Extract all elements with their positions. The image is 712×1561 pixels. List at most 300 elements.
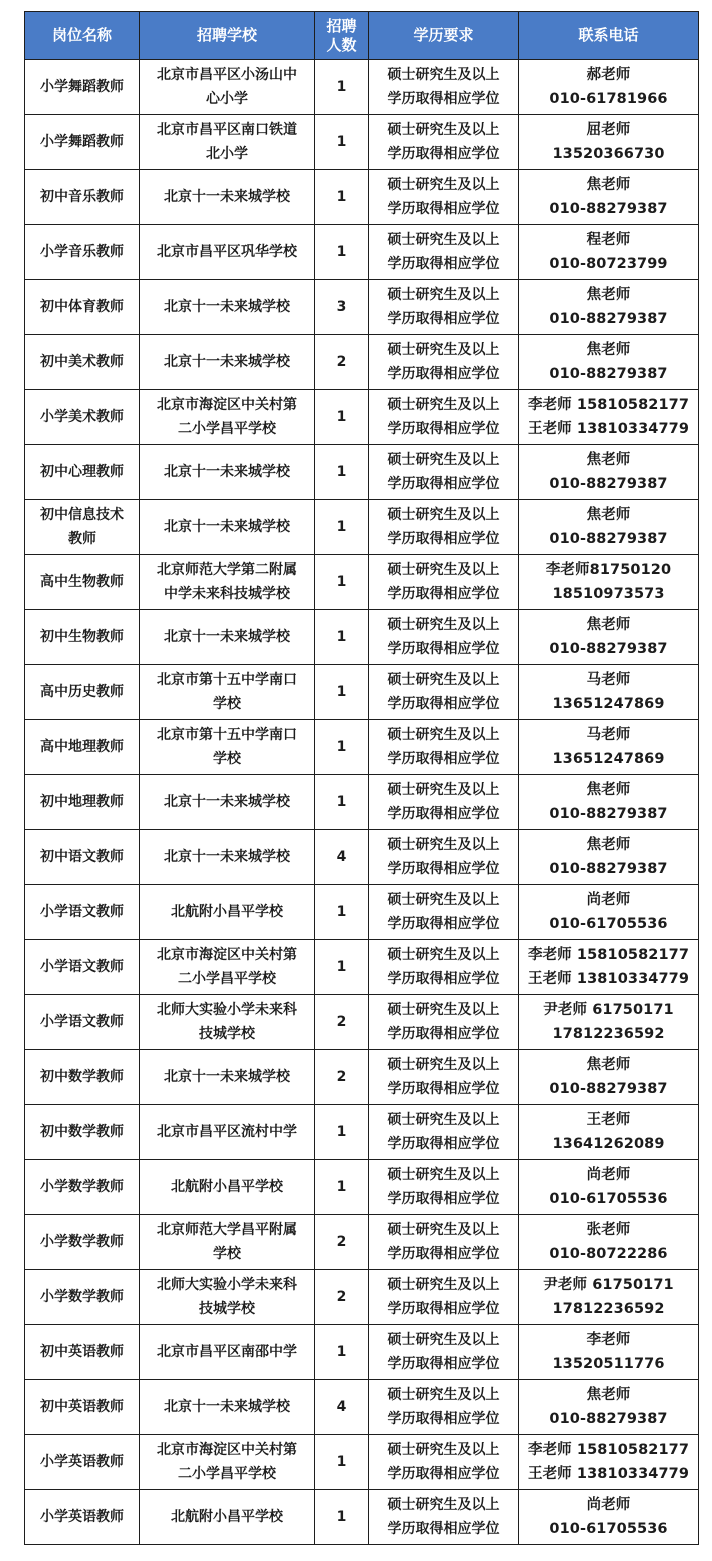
count-cell: 2	[315, 1215, 369, 1270]
table-row	[25, 335, 699, 390]
contact-cell-line: 13641262089	[552, 1136, 665, 1152]
position-cell-line: 小学美术教师	[40, 409, 124, 425]
education-cell	[369, 610, 519, 665]
education-cell-line: 学历取得相应学位	[387, 1411, 500, 1427]
header-count-line-1: 招聘	[326, 16, 357, 35]
count-cell: 1	[315, 500, 369, 555]
table-row	[25, 1380, 699, 1435]
contact-cell-line: 王老师 13810334779	[527, 1466, 690, 1482]
count-cell: 2	[315, 1270, 369, 1325]
education-cell-line: 硕士研究生及以上	[387, 947, 500, 963]
contact-cell-line: 李老师	[586, 1332, 631, 1348]
education-cell-line: 硕士研究生及以上	[387, 1112, 500, 1128]
school-cell-line: 学校	[213, 1246, 241, 1262]
position-cell-line: 教师	[68, 531, 96, 547]
school-cell-line: 北京市昌平区南口铁道	[157, 122, 297, 138]
education-cell-line: 硕士研究生及以上	[387, 177, 500, 193]
contact-cell-line: 张老师	[586, 1222, 631, 1238]
position-cell-line: 小学英语教师	[40, 1454, 124, 1470]
education-cell-line: 学历取得相应学位	[387, 146, 500, 162]
school-cell-line: 北京市海淀区中关村第	[157, 397, 297, 413]
education-cell-line: 硕士研究生及以上	[387, 397, 500, 413]
education-cell-line: 学历取得相应学位	[387, 1356, 500, 1372]
school-cell-line: 技城学校	[199, 1301, 255, 1317]
position-cell	[25, 445, 140, 500]
table-row	[25, 995, 699, 1050]
education-cell-line: 学历取得相应学位	[387, 916, 500, 932]
education-cell	[369, 1380, 519, 1435]
education-cell-line: 硕士研究生及以上	[387, 1277, 500, 1293]
position-cell	[25, 1270, 140, 1325]
contact-cell-line: 010-88279387	[549, 641, 668, 657]
contact-cell	[519, 445, 699, 500]
education-cell-line: 硕士研究生及以上	[387, 837, 500, 853]
school-cell	[140, 885, 315, 940]
school-cell	[140, 830, 315, 885]
contact-cell	[519, 60, 699, 115]
table-row	[25, 1270, 699, 1325]
header-count	[315, 12, 369, 60]
education-cell-line: 硕士研究生及以上	[387, 1332, 500, 1348]
header-school: 招聘学校	[140, 12, 315, 60]
contact-cell-line: 尹老师 61750171	[543, 1002, 674, 1018]
contact-cell-line: 程老师	[586, 232, 631, 248]
recruitment-table-container	[24, 11, 698, 1545]
position-cell-line: 初中美术教师	[40, 354, 124, 370]
education-cell-line: 学历取得相应学位	[387, 1301, 500, 1317]
school-cell	[140, 280, 315, 335]
education-cell-line: 学历取得相应学位	[387, 91, 500, 107]
position-cell-line: 初中音乐教师	[40, 189, 124, 205]
education-cell	[369, 1160, 519, 1215]
contact-cell-line: 010-80723799	[549, 256, 668, 272]
contact-cell-line: 尚老师	[586, 892, 631, 908]
contact-cell-line: 13520366730	[552, 146, 665, 162]
table-header-row	[25, 12, 699, 60]
contact-cell-line: 焦老师	[586, 287, 631, 303]
school-cell-line: 北京市昌平区流村中学	[157, 1124, 297, 1140]
school-cell	[140, 665, 315, 720]
contact-cell-line: 010-88279387	[549, 366, 668, 382]
education-cell-line: 硕士研究生及以上	[387, 452, 500, 468]
school-cell-line: 北京十一未来城学校	[164, 1069, 290, 1085]
contact-cell-line: 010-61705536	[549, 916, 668, 932]
education-cell	[369, 500, 519, 555]
education-cell	[369, 1435, 519, 1490]
contact-cell-line: 马老师	[586, 727, 631, 743]
education-cell	[369, 720, 519, 775]
school-cell	[140, 1270, 315, 1325]
education-cell-line: 学历取得相应学位	[387, 971, 500, 987]
count-cell: 1	[315, 60, 369, 115]
contact-cell-line: 010-61705536	[549, 1521, 668, 1537]
contact-cell-line: 13651247869	[552, 751, 665, 767]
education-cell-line: 学历取得相应学位	[387, 1466, 500, 1482]
education-cell-line: 学历取得相应学位	[387, 1191, 500, 1207]
contact-cell-line: 010-88279387	[549, 1411, 668, 1427]
school-cell-line: 北航附小昌平学校	[171, 1179, 283, 1195]
school-cell	[140, 610, 315, 665]
education-cell-line: 学历取得相应学位	[387, 366, 500, 382]
education-cell	[369, 1270, 519, 1325]
school-cell	[140, 1215, 315, 1270]
contact-cell-line: 焦老师	[586, 1387, 631, 1403]
position-cell	[25, 830, 140, 885]
table-row	[25, 1435, 699, 1490]
contact-cell-line: 焦老师	[586, 782, 631, 798]
contact-cell-line: 17812236592	[552, 1301, 665, 1317]
education-cell	[369, 335, 519, 390]
education-cell-line: 硕士研究生及以上	[387, 232, 500, 248]
education-cell-line: 硕士研究生及以上	[387, 672, 500, 688]
contact-cell-line: 屈老师	[586, 122, 631, 138]
table-row	[25, 60, 699, 115]
contact-cell	[519, 1215, 699, 1270]
table-row	[25, 1050, 699, 1105]
school-cell	[140, 500, 315, 555]
contact-cell	[519, 1160, 699, 1215]
contact-cell	[519, 995, 699, 1050]
school-cell	[140, 995, 315, 1050]
count-cell: 1	[315, 665, 369, 720]
education-cell-line: 硕士研究生及以上	[387, 1387, 500, 1403]
school-cell	[140, 115, 315, 170]
education-cell	[369, 60, 519, 115]
contact-cell-line: 焦老师	[586, 837, 631, 853]
education-cell	[369, 1490, 519, 1545]
school-cell-line: 学校	[213, 751, 241, 767]
education-cell	[369, 1325, 519, 1380]
school-cell	[140, 1435, 315, 1490]
position-cell	[25, 1325, 140, 1380]
education-cell-line: 硕士研究生及以上	[387, 1497, 500, 1513]
table-row	[25, 390, 699, 445]
contact-cell	[519, 225, 699, 280]
contact-cell	[519, 1050, 699, 1105]
education-cell	[369, 775, 519, 830]
school-cell	[140, 555, 315, 610]
count-cell: 1	[315, 1490, 369, 1545]
table-row	[25, 1215, 699, 1270]
position-cell	[25, 1105, 140, 1160]
contact-cell-line: 李老师81750120	[545, 562, 672, 578]
contact-cell-line: 010-88279387	[549, 311, 668, 327]
education-cell-line: 学历取得相应学位	[387, 201, 500, 217]
contact-cell-line: 010-88279387	[549, 1081, 668, 1097]
education-cell-line: 学历取得相应学位	[387, 1521, 500, 1537]
contact-cell	[519, 665, 699, 720]
school-cell-line: 北京十一未来城学校	[164, 189, 290, 205]
contact-cell-line: 010-61705536	[549, 1191, 668, 1207]
school-cell-line: 北师大实验小学未来科	[157, 1277, 297, 1293]
position-cell	[25, 1435, 140, 1490]
school-cell-line: 北航附小昌平学校	[171, 1509, 283, 1525]
school-cell-line: 北京市海淀区中关村第	[157, 947, 297, 963]
school-cell-line: 北小学	[206, 146, 248, 162]
position-cell	[25, 885, 140, 940]
education-cell-line: 学历取得相应学位	[387, 1081, 500, 1097]
education-cell-line: 硕士研究生及以上	[387, 1222, 500, 1238]
school-cell-line: 北京师范大学昌平附属	[157, 1222, 297, 1238]
contact-cell	[519, 170, 699, 225]
table-row	[25, 1105, 699, 1160]
school-cell-line: 北京十一未来城学校	[164, 794, 290, 810]
contact-cell-line: 焦老师	[586, 1057, 631, 1073]
table-row	[25, 720, 699, 775]
education-cell-line: 硕士研究生及以上	[387, 892, 500, 908]
education-cell-line: 硕士研究生及以上	[387, 617, 500, 633]
table-row	[25, 1160, 699, 1215]
table-row	[25, 610, 699, 665]
table-row	[25, 885, 699, 940]
education-cell-line: 学历取得相应学位	[387, 476, 500, 492]
education-cell-line: 硕士研究生及以上	[387, 1442, 500, 1458]
contact-cell-line: 王老师	[586, 1112, 631, 1128]
position-cell-line: 小学语文教师	[40, 904, 124, 920]
position-cell-line: 小学数学教师	[40, 1179, 124, 1195]
school-cell-line: 北京市昌平区小汤山中	[157, 67, 297, 83]
education-cell-line: 学历取得相应学位	[387, 1136, 500, 1152]
contact-cell	[519, 1380, 699, 1435]
contact-cell-line: 焦老师	[586, 177, 631, 193]
contact-cell-line: 010-88279387	[549, 476, 668, 492]
contact-cell	[519, 1490, 699, 1545]
education-cell	[369, 1050, 519, 1105]
education-cell-line: 学历取得相应学位	[387, 861, 500, 877]
education-cell-line: 硕士研究生及以上	[387, 1057, 500, 1073]
school-cell-line: 北京市第十五中学南口	[157, 727, 297, 743]
school-cell	[140, 170, 315, 225]
contact-cell	[519, 1325, 699, 1380]
school-cell-line: 二小学昌平学校	[178, 971, 276, 987]
position-cell-line: 小学语文教师	[40, 959, 124, 975]
position-cell	[25, 610, 140, 665]
education-cell-line: 硕士研究生及以上	[387, 122, 500, 138]
contact-cell-line: 010-88279387	[549, 861, 668, 877]
position-cell-line: 小学数学教师	[40, 1289, 124, 1305]
education-cell-line: 学历取得相应学位	[387, 256, 500, 272]
count-cell: 1	[315, 1105, 369, 1160]
position-cell-line: 初中体育教师	[40, 299, 124, 315]
position-cell	[25, 1215, 140, 1270]
count-cell: 1	[315, 1435, 369, 1490]
table-row	[25, 170, 699, 225]
table-row	[25, 280, 699, 335]
position-cell-line: 初中心理教师	[40, 464, 124, 480]
school-cell	[140, 60, 315, 115]
contact-cell	[519, 1435, 699, 1490]
position-cell-line: 高中生物教师	[40, 574, 124, 590]
contact-cell	[519, 555, 699, 610]
table-row	[25, 500, 699, 555]
position-cell	[25, 115, 140, 170]
table-row	[25, 445, 699, 500]
contact-cell	[519, 610, 699, 665]
education-cell-line: 学历取得相应学位	[387, 751, 500, 767]
education-cell	[369, 885, 519, 940]
school-cell	[140, 940, 315, 995]
count-cell: 1	[315, 170, 369, 225]
school-cell	[140, 1380, 315, 1435]
count-cell: 4	[315, 1380, 369, 1435]
position-cell-line: 小学英语教师	[40, 1509, 124, 1525]
position-cell	[25, 390, 140, 445]
header-education: 学历要求	[369, 12, 519, 60]
education-cell	[369, 390, 519, 445]
school-cell	[140, 225, 315, 280]
education-cell	[369, 1105, 519, 1160]
education-cell	[369, 115, 519, 170]
position-cell-line: 初中生物教师	[40, 629, 124, 645]
school-cell-line: 北京市昌平区南邵中学	[157, 1344, 297, 1360]
recruitment-table	[24, 11, 699, 1545]
contact-cell	[519, 390, 699, 445]
contact-cell-line: 尚老师	[586, 1167, 631, 1183]
education-cell	[369, 280, 519, 335]
contact-cell-line: 13651247869	[552, 696, 665, 712]
school-cell	[140, 720, 315, 775]
contact-cell	[519, 500, 699, 555]
contact-cell	[519, 720, 699, 775]
contact-cell-line: 李老师 15810582177	[527, 397, 690, 413]
position-cell-line: 初中语文教师	[40, 849, 124, 865]
school-cell-line: 北京市昌平区巩华学校	[157, 244, 297, 260]
education-cell-line: 学历取得相应学位	[387, 1246, 500, 1262]
education-cell	[369, 830, 519, 885]
education-cell-line: 学历取得相应学位	[387, 641, 500, 657]
contact-cell	[519, 1270, 699, 1325]
position-cell	[25, 1160, 140, 1215]
count-cell: 1	[315, 555, 369, 610]
position-cell	[25, 775, 140, 830]
count-cell: 1	[315, 1160, 369, 1215]
education-cell-line: 硕士研究生及以上	[387, 342, 500, 358]
education-cell-line: 硕士研究生及以上	[387, 562, 500, 578]
school-cell	[140, 335, 315, 390]
position-cell	[25, 995, 140, 1050]
contact-cell-line: 010-61781966	[549, 91, 668, 107]
table-row	[25, 665, 699, 720]
position-cell-line: 初中信息技术	[40, 507, 124, 523]
contact-cell	[519, 280, 699, 335]
count-cell: 1	[315, 610, 369, 665]
education-cell-line: 硕士研究生及以上	[387, 1167, 500, 1183]
school-cell	[140, 1050, 315, 1105]
position-cell-line: 小学语文教师	[40, 1014, 124, 1030]
school-cell-line: 北师大实验小学未来科	[157, 1002, 297, 1018]
contact-cell	[519, 1105, 699, 1160]
education-cell	[369, 170, 519, 225]
education-cell-line: 学历取得相应学位	[387, 531, 500, 547]
school-cell-line: 北航附小昌平学校	[171, 904, 283, 920]
count-cell: 4	[315, 830, 369, 885]
education-cell-line: 学历取得相应学位	[387, 586, 500, 602]
count-cell: 2	[315, 995, 369, 1050]
education-cell-line: 学历取得相应学位	[387, 421, 500, 437]
school-cell-line: 北京十一未来城学校	[164, 519, 290, 535]
education-cell-line: 学历取得相应学位	[387, 311, 500, 327]
contact-cell-line: 李老师 15810582177	[527, 1442, 690, 1458]
education-cell	[369, 445, 519, 500]
contact-cell-line: 王老师 13810334779	[527, 971, 690, 987]
contact-cell-line: 焦老师	[586, 617, 631, 633]
position-cell	[25, 60, 140, 115]
table-body	[25, 60, 699, 1545]
header-count-line-2: 人数	[326, 35, 357, 54]
school-cell-line: 北京师范大学第二附属	[157, 562, 297, 578]
school-cell-line: 北京市第十五中学南口	[157, 672, 297, 688]
position-cell	[25, 555, 140, 610]
position-cell	[25, 335, 140, 390]
contact-cell-line: 郝老师	[586, 67, 631, 83]
school-cell-line: 北京十一未来城学校	[164, 299, 290, 315]
education-cell-line: 硕士研究生及以上	[387, 287, 500, 303]
education-cell-line: 学历取得相应学位	[387, 696, 500, 712]
position-cell	[25, 665, 140, 720]
contact-cell	[519, 830, 699, 885]
header-phone: 联系电话	[519, 12, 699, 60]
school-cell	[140, 1490, 315, 1545]
school-cell-line: 北京十一未来城学校	[164, 464, 290, 480]
position-cell	[25, 500, 140, 555]
school-cell-line: 北京十一未来城学校	[164, 1399, 290, 1415]
count-cell: 2	[315, 335, 369, 390]
contact-cell-line: 尹老师 61750171	[543, 1277, 674, 1293]
position-cell-line: 小学数学教师	[40, 1234, 124, 1250]
position-cell	[25, 1380, 140, 1435]
count-cell: 1	[315, 775, 369, 830]
position-cell-line: 初中英语教师	[40, 1344, 124, 1360]
count-cell: 3	[315, 280, 369, 335]
school-cell	[140, 445, 315, 500]
position-cell-line: 初中英语教师	[40, 1399, 124, 1415]
count-cell: 1	[315, 225, 369, 280]
contact-cell-line: 010-88279387	[549, 201, 668, 217]
contact-cell-line: 13520511776	[552, 1356, 665, 1372]
header-position: 岗位名称	[25, 12, 140, 60]
position-cell-line: 初中数学教师	[40, 1069, 124, 1085]
contact-cell-line: 010-88279387	[549, 531, 668, 547]
contact-cell-line: 马老师	[586, 672, 631, 688]
position-cell-line: 小学舞蹈教师	[40, 134, 124, 150]
table-row	[25, 940, 699, 995]
contact-cell-line: 焦老师	[586, 452, 631, 468]
table-row	[25, 225, 699, 280]
count-cell: 1	[315, 940, 369, 995]
contact-cell-line: 010-80722286	[549, 1246, 668, 1262]
school-cell	[140, 390, 315, 445]
contact-cell-line: 王老师 13810334779	[527, 421, 690, 437]
position-cell-line: 高中历史教师	[40, 684, 124, 700]
contact-cell	[519, 940, 699, 995]
education-cell	[369, 1215, 519, 1270]
education-cell-line: 硕士研究生及以上	[387, 67, 500, 83]
position-cell	[25, 720, 140, 775]
school-cell-line: 北京十一未来城学校	[164, 354, 290, 370]
contact-cell	[519, 115, 699, 170]
count-cell: 1	[315, 390, 369, 445]
contact-cell	[519, 885, 699, 940]
count-cell: 2	[315, 1050, 369, 1105]
education-cell-line: 硕士研究生及以上	[387, 507, 500, 523]
education-cell-line: 硕士研究生及以上	[387, 782, 500, 798]
school-cell	[140, 1160, 315, 1215]
education-cell	[369, 665, 519, 720]
position-cell	[25, 1490, 140, 1545]
position-cell-line: 小学音乐教师	[40, 244, 124, 260]
school-cell-line: 北京十一未来城学校	[164, 849, 290, 865]
count-cell: 1	[315, 1325, 369, 1380]
